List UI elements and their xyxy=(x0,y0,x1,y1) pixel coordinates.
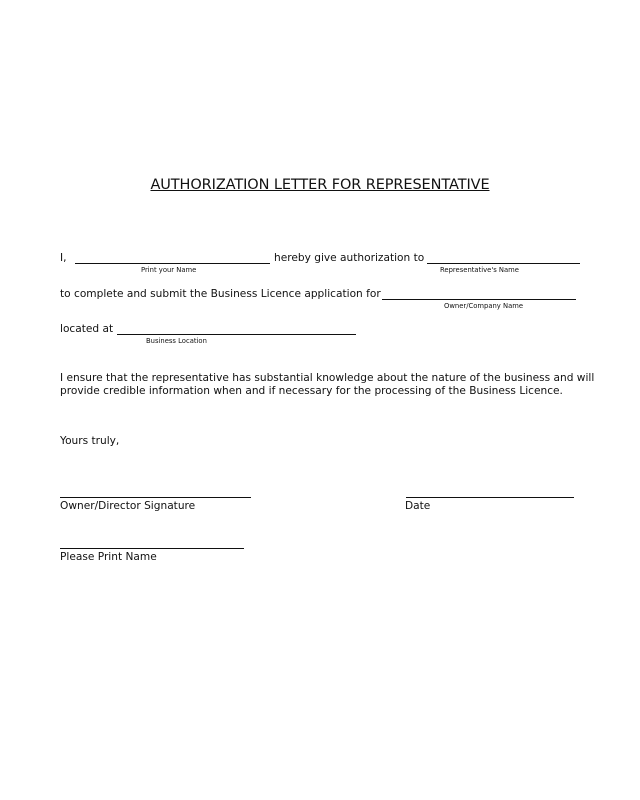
date-label: Date xyxy=(405,500,431,512)
closing-text: Yours truly, xyxy=(60,435,120,447)
representative-name-caption: Representative's Name xyxy=(440,266,519,274)
business-location-field[interactable] xyxy=(117,334,356,335)
print-name-caption: Print your Name xyxy=(141,266,197,274)
owner-signature-label: Owner/Director Signature xyxy=(60,500,196,512)
assurance-line-2: provide credible information when and if necessary for the processing of the Business Licence. xyxy=(60,385,563,397)
assurance-line-1: I ensure that the representative has substantial knowledge about the nature of the business and will xyxy=(60,372,595,384)
representative-name-field[interactable] xyxy=(427,263,580,264)
business-location-caption: Business Location xyxy=(146,337,207,345)
print-name-label: Please Print Name xyxy=(60,551,157,563)
print-name-signature-field[interactable] xyxy=(60,548,244,549)
application-text: to complete and submit the Business Licence application for xyxy=(60,288,381,300)
owner-signature-field[interactable] xyxy=(60,497,251,498)
page-title: AUTHORIZATION LETTER FOR REPRESENTATIVE xyxy=(150,177,490,193)
print-name-field[interactable] xyxy=(75,263,270,264)
authorization-text: hereby give authorization to xyxy=(274,252,425,264)
location-text: located at xyxy=(60,323,114,335)
owner-company-field[interactable] xyxy=(382,299,576,300)
owner-company-caption: Owner/Company Name xyxy=(444,302,524,310)
intro-prefix: I, xyxy=(60,252,67,264)
date-field[interactable] xyxy=(406,497,574,498)
